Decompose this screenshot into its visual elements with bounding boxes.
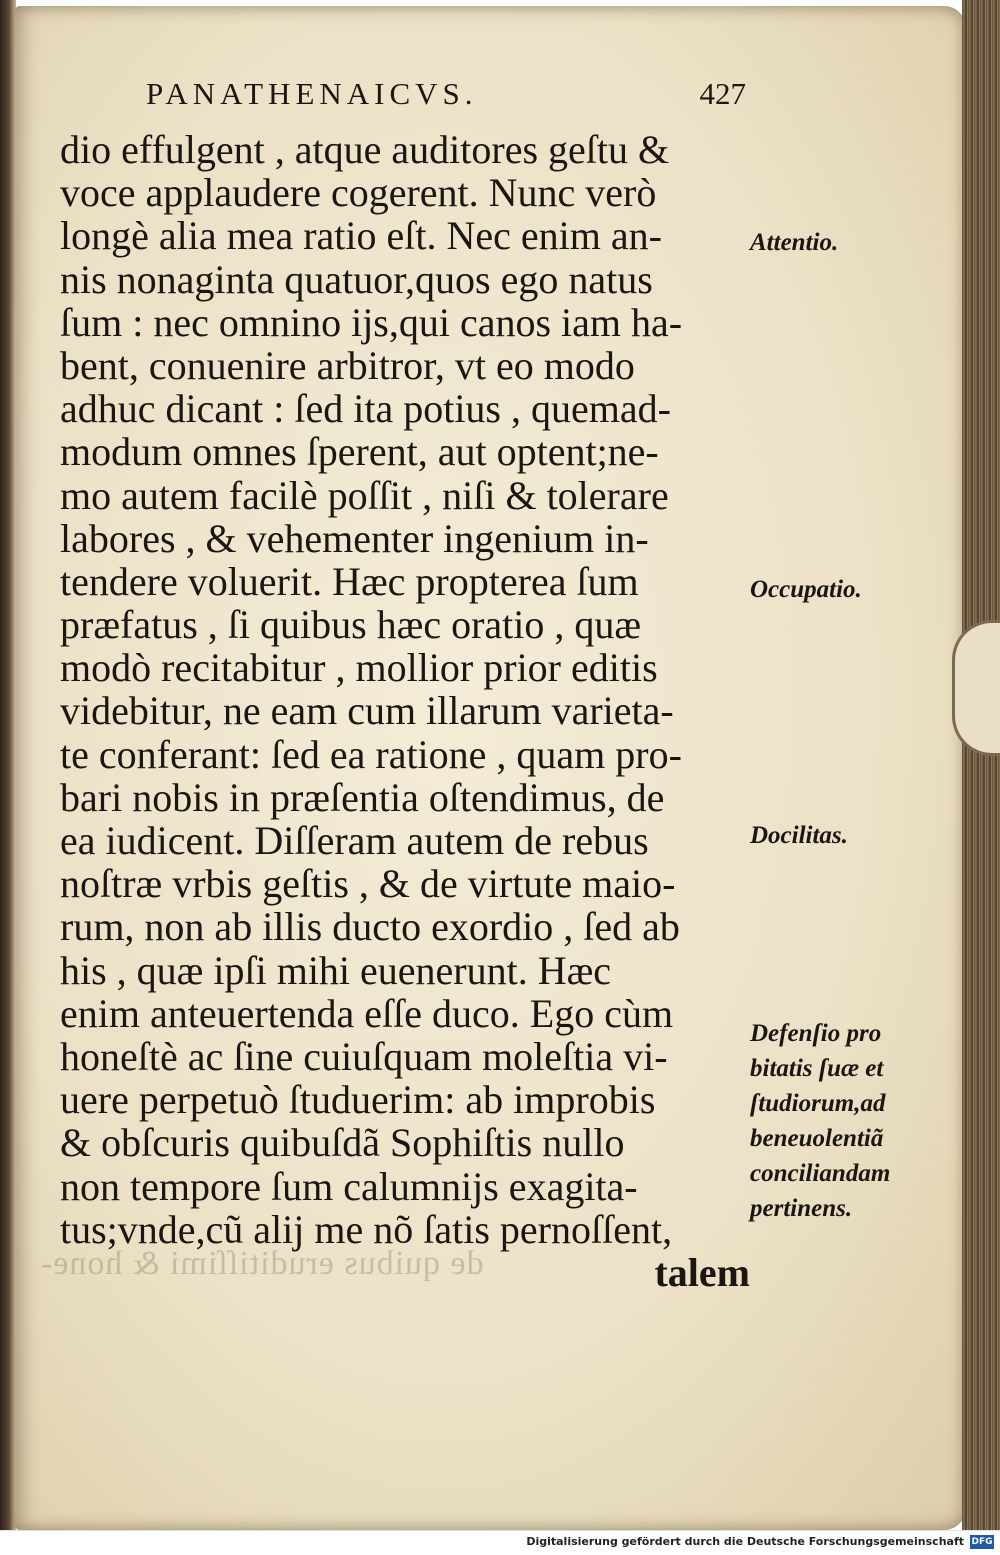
dfg-logo-icon: DFG: [971, 1537, 993, 1547]
footer-bar: [0, 1530, 1000, 1555]
text-line: videbitur, ne eam cum illarum varieta-: [60, 688, 674, 734]
page-header: [146, 76, 746, 120]
margin-note-line: bitatis ſuæ et: [750, 1055, 884, 1082]
text-line: dio effulgent , atque auditores geſtu &: [60, 127, 670, 172]
margin-note-attentio: Attentio.: [750, 229, 839, 256]
text-line: nis nonaginta quatuor,quos ego natus: [60, 256, 653, 302]
main-text: [60, 128, 750, 1294]
margin-note-occupatio: Occupatio.: [750, 576, 862, 603]
text-line: non tempore ſum calumnijs exagita-: [60, 1163, 638, 1209]
text-line: uere perpetuò ſtuduerim: ab improbis: [60, 1077, 656, 1123]
text-line: ea iudicent. Diſſeram autem de rebus: [60, 818, 649, 863]
text-line: te conferant: ſed ea ratione , quam pro-: [60, 731, 682, 777]
text-line: ſum : nec omnino ijs,qui canos iam ha-: [60, 299, 683, 345]
page-edges: [962, 0, 1000, 1530]
text-line: tus;vnde,cũ alij me nõ ſatis pernoſſent,: [60, 1206, 673, 1252]
margin-note-line: beneuolentiã: [750, 1125, 884, 1152]
text-line: bari nobis in præſentia oſtendimus, de: [60, 774, 665, 820]
text-line: noſtræ vrbis geſtis , & de virtute maio-: [60, 861, 676, 907]
text-line: præfatus , ſi quibus hæc oratio , quæ: [60, 602, 642, 648]
text-line: honeſtè ac ſine cuiuſquam moleſtia vi-: [60, 1033, 668, 1079]
text-line: his , quæ ipſi mihi euenerunt. Hæc: [60, 947, 612, 993]
funding-credit: Digitalisierung gefördert durch die Deutsche Forschungsgemeinschaft: [526, 1535, 964, 1548]
text-line: voce applaudere cogerent. Nunc verò: [60, 170, 657, 216]
margin-note-docilitas: Docilitas.: [750, 822, 848, 849]
margin-note-line: ſtudiorum,ad: [750, 1090, 886, 1117]
text-line: bent, conuenire arbitror, vt eo modo: [60, 342, 635, 388]
page-clip-tab: [952, 620, 1000, 756]
text-line: enim anteuertenda eſſe duco. Ego cùm: [60, 990, 674, 1036]
bleed-through-text: de quibus eruditiſſimi & hone-: [40, 1245, 484, 1282]
text-line: longè alia mea ratio eſt. Nec enim an-: [60, 213, 662, 259]
margin-note-line: conciliandam: [750, 1160, 891, 1187]
text-line: tendere voluerit. Hæc propterea ſum: [60, 558, 639, 604]
text-line: adhuc dicant : ſed ita potius , quemad-: [60, 386, 671, 432]
margin-note-line: Defenſio pro: [750, 1020, 882, 1047]
margin-note-defensio: [750, 1016, 890, 1226]
text-line: & obſcuris quibuſdã Sophiſtis nullo: [60, 1120, 625, 1166]
catchword: talem: [654, 1249, 750, 1295]
margin-note-line: pertinens.: [750, 1195, 853, 1222]
text-line: modò recitabitur , mollior prior editis: [60, 645, 658, 691]
text-line: modum omnes ſperent, aut optent;ne-: [60, 429, 659, 475]
text-line: mo autem facilè poſſit , niſi & tolerare: [60, 472, 669, 518]
running-title: PANATHENAICVS.: [146, 76, 478, 111]
page-number: 427: [699, 76, 746, 111]
text-line: rum, non ab illis ducto exordio , ſed ab: [60, 904, 680, 950]
text-line: labores , & vehementer ingenium in-: [60, 515, 649, 561]
